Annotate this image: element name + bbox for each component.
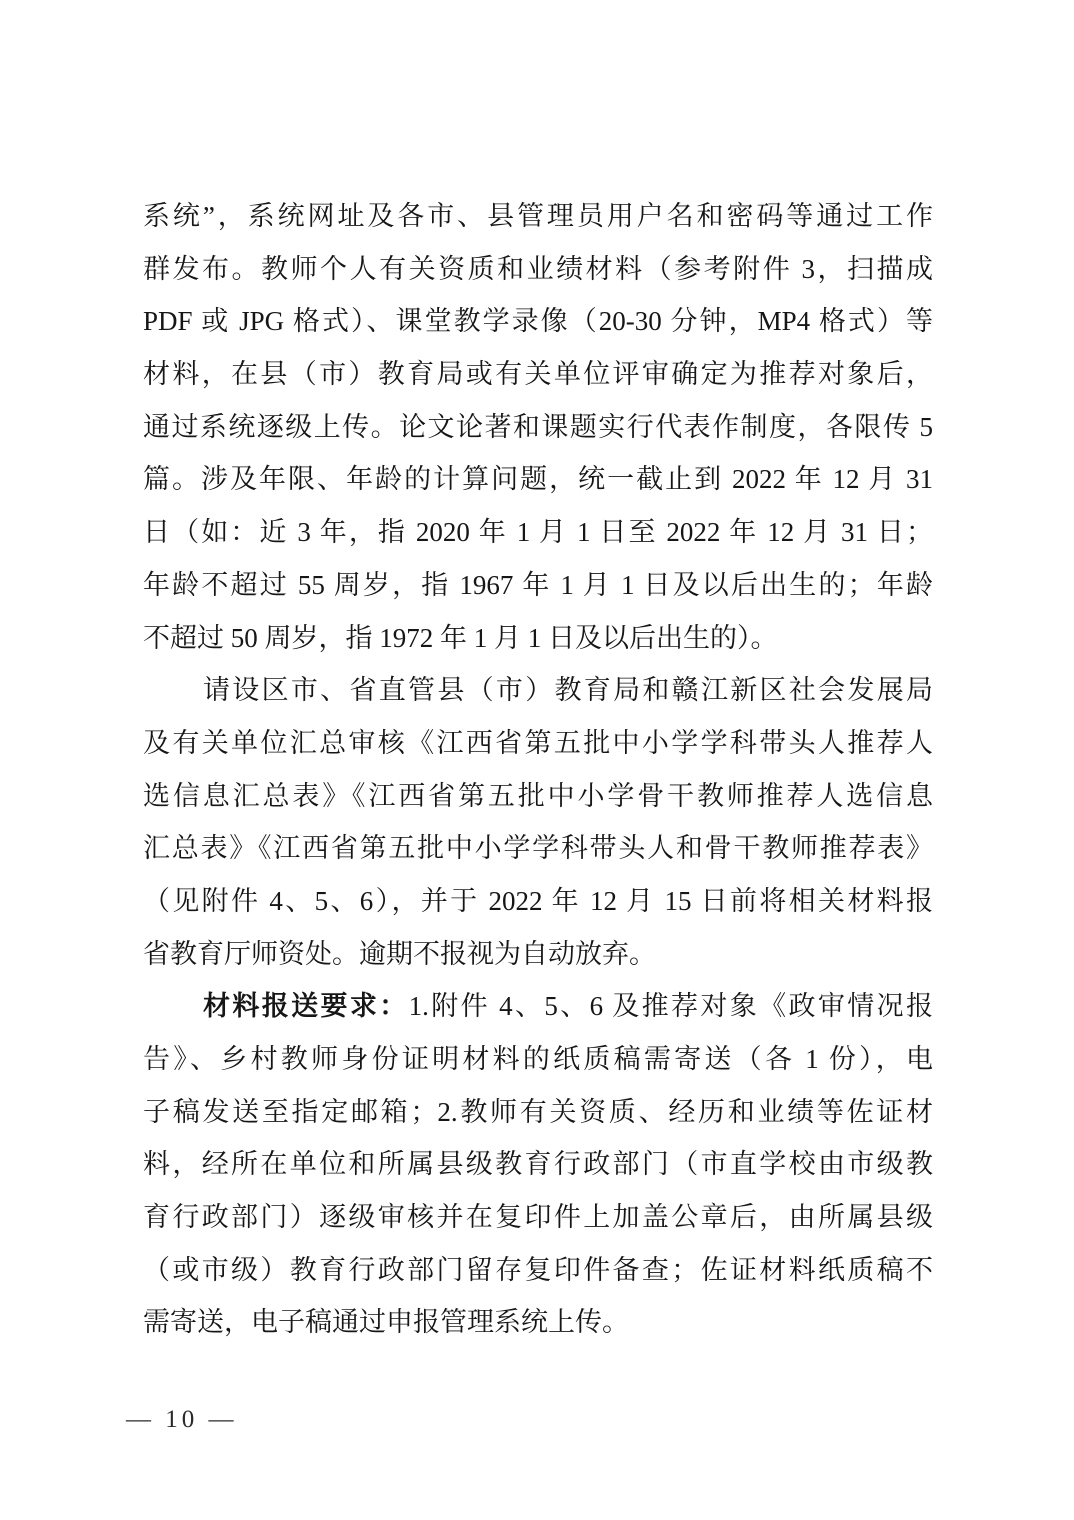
text-line: 不超过 50 周岁，指 1972 年 1 月 1 日及以后出生的）。 — [143, 622, 778, 653]
text-line: （或市级）教育行政部门留存复印件备查；佐证材料纸质稿不 — [143, 1254, 933, 1285]
text-run: 1.附件 4、5、6 及推荐对象《政审情况报 — [408, 991, 933, 1022]
text-line: 汇总表》《江西省第五批中小学学科带头人和骨干教师推荐表》 — [143, 833, 933, 864]
text-line: 及有关单位汇总审核《江西省第五批中小学学科带头人推荐人 — [143, 727, 933, 758]
text-line: 群发布。教师个人有关资质和业绩材料（参考附件 3，扫描成 — [143, 253, 933, 284]
text-line: 日（如：近 3 年，指 2020 年 1 月 1 日至 2022 年 12 月 31 日； — [143, 517, 933, 548]
text-line: 年龄不超过 55 周岁，指 1967 年 1 月 1 日及以后出生的；年龄 — [143, 569, 933, 600]
text-line: 需寄送，电子稿通过申报管理系统上传。 — [143, 1307, 629, 1338]
page-number: — 10 — — [126, 1406, 238, 1433]
text-line: 告》、乡村教师身份证明材料的纸质稿需寄送（各 1 份），电 — [143, 1044, 933, 1074]
text-line: 通过系统逐级上传。论文论著和课题实行代表作制度，各限传 5 — [143, 411, 933, 442]
text-line: 系统”，系统网址及各市、县管理员用户名和密码等通过工作 — [143, 201, 933, 231]
text-line: 篇。涉及年限、年龄的计算问题，统一截止到 2022 年 12 月 31 — [143, 464, 933, 495]
paragraph-bold-lead: 材料报送要求： — [203, 991, 409, 1022]
text-line — [143, 980, 933, 1033]
text-line: 育行政部门）逐级审核并在复印件上加盖公章后，由所属县级 — [143, 1202, 933, 1233]
text-line: PDF 或 JPG 格式）、课堂教学录像（20-30 分钟，MP4 格式）等 — [143, 306, 933, 337]
text-line: 省教育厅师资处。逾期不报视为自动放弃。 — [143, 938, 656, 969]
text-line: 料，经所在单位和所属县级教育行政部门（市直学校由市级教 — [143, 1149, 933, 1180]
text-line: 选信息汇总表》《江西省第五批中小学骨干教师推荐人选信息 — [143, 780, 933, 811]
document-body — [143, 190, 933, 1349]
text-line: 材料，在县（市）教育局或有关单位评审确定为推荐对象后， — [143, 359, 933, 390]
text-line: 请设区市、省直管县（市）教育局和赣江新区社会发展局 — [203, 675, 933, 706]
text-line: 子稿发送至指定邮箱；2.教师有关资质、经历和业绩等佐证材 — [143, 1096, 933, 1127]
text-line: （见附件 4、5、6），并于 2022 年 12 月 15 日前将相关材料报 — [143, 885, 933, 916]
